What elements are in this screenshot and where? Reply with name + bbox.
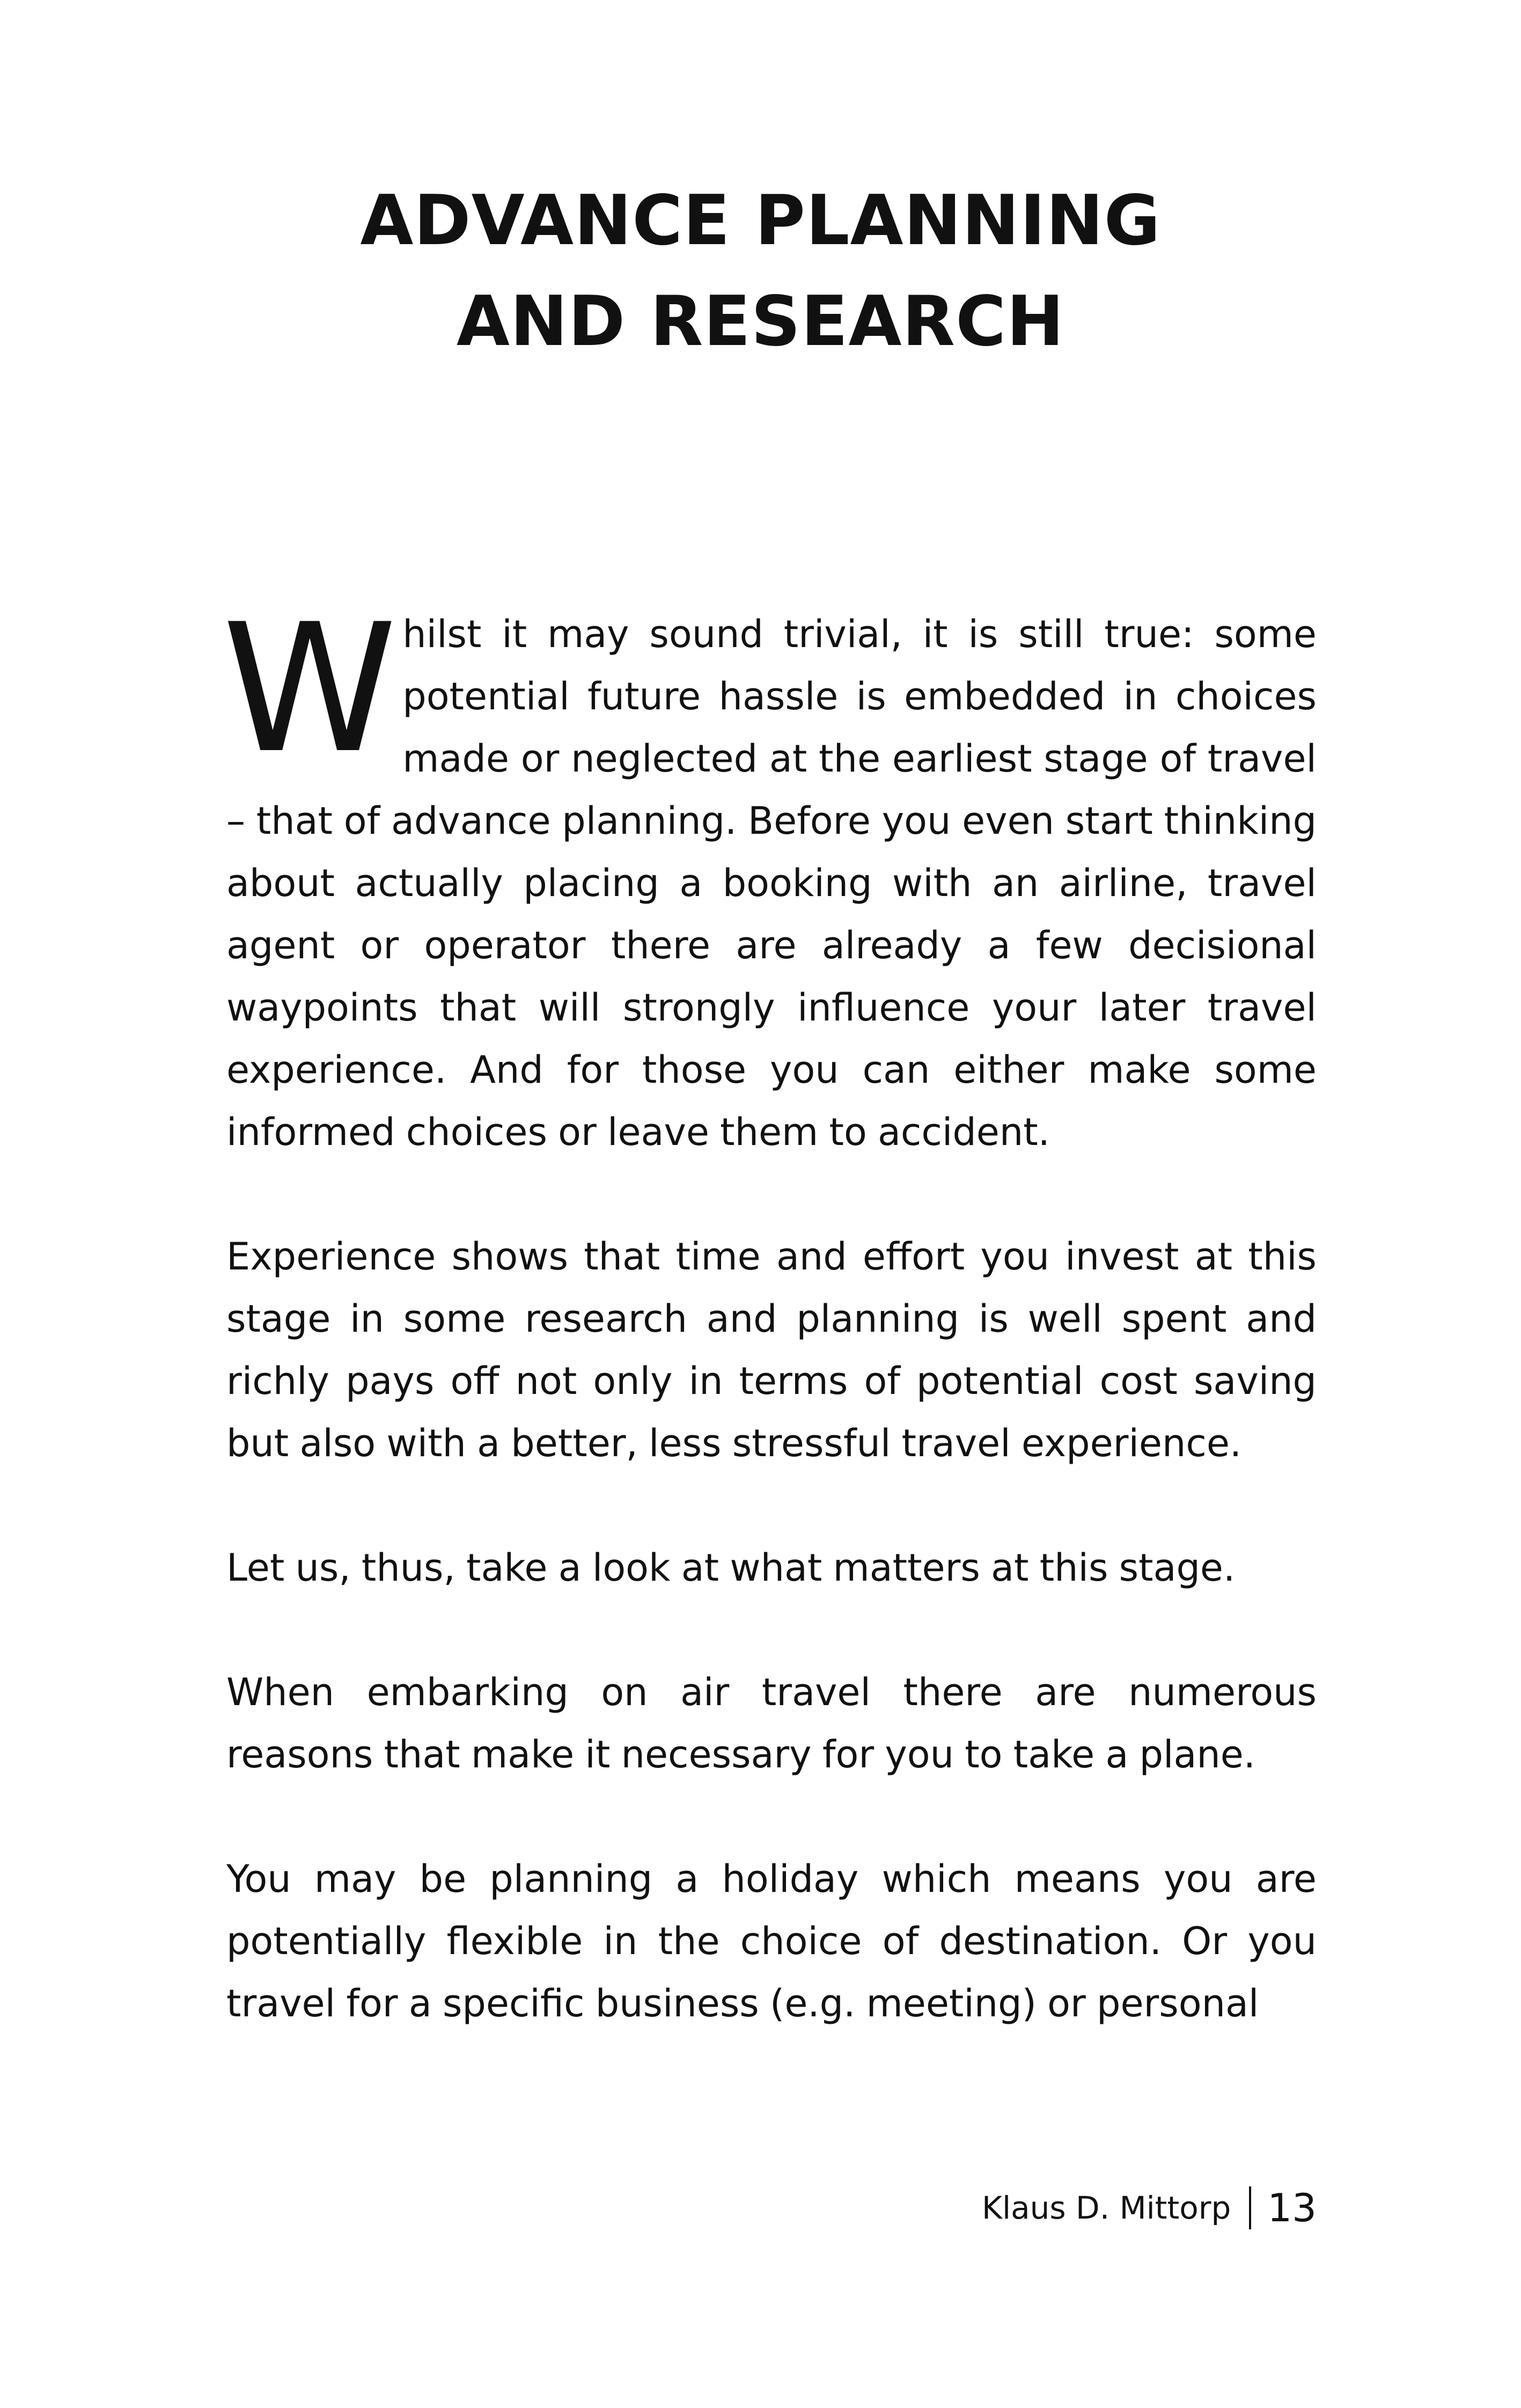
drop-cap: W [222, 586, 398, 792]
paragraph-2: Experience shows that time and effort you invest at this stage in some research and planning is well spent and richly pays off not only in terms of potential cost saving but also with a better, less stressful travel experience. [226, 1235, 1317, 1465]
page-number: 13 [1267, 2185, 1317, 2230]
footer-separator [1249, 2186, 1251, 2229]
paragraph-1-text: hilst it may sound trivial, it is still true: some potential future hassle is embedded in choices made or neglected at the earliest stage of travel – that of advance planning. Before you even start thinking about actually placing a booking with an airline, travel agent or operator there are already a few decisional waypoints that will strongly influence your later travel experience. And for those you can either make some informed choices or leave them to accident. [226, 612, 1317, 1154]
chapter-body [222, 586, 1317, 2035]
chapter-title-line-2: AND RESEARCH [456, 282, 1065, 362]
paragraph-4: When embarking on air travel there are numerous reasons that make it necessary for you to take a plane. [226, 1670, 1317, 1776]
chapter-title-line-1: ADVANCE PLANNING [360, 181, 1161, 261]
chapter-title [161, 171, 1360, 372]
footer-author: Klaus D. Mittorp [981, 2190, 1231, 2226]
paragraph-5: You may be planning a holiday which means you are potentially flexible in the choice of destination. Or you travel for a specific business (e.g. meeting) or personal [226, 1857, 1317, 2025]
paragraph-1 [222, 586, 1317, 1163]
paragraph-3: Let us, thus, take a look at what matters at this stage. [226, 1546, 1236, 1590]
page-footer [982, 2184, 1317, 2232]
